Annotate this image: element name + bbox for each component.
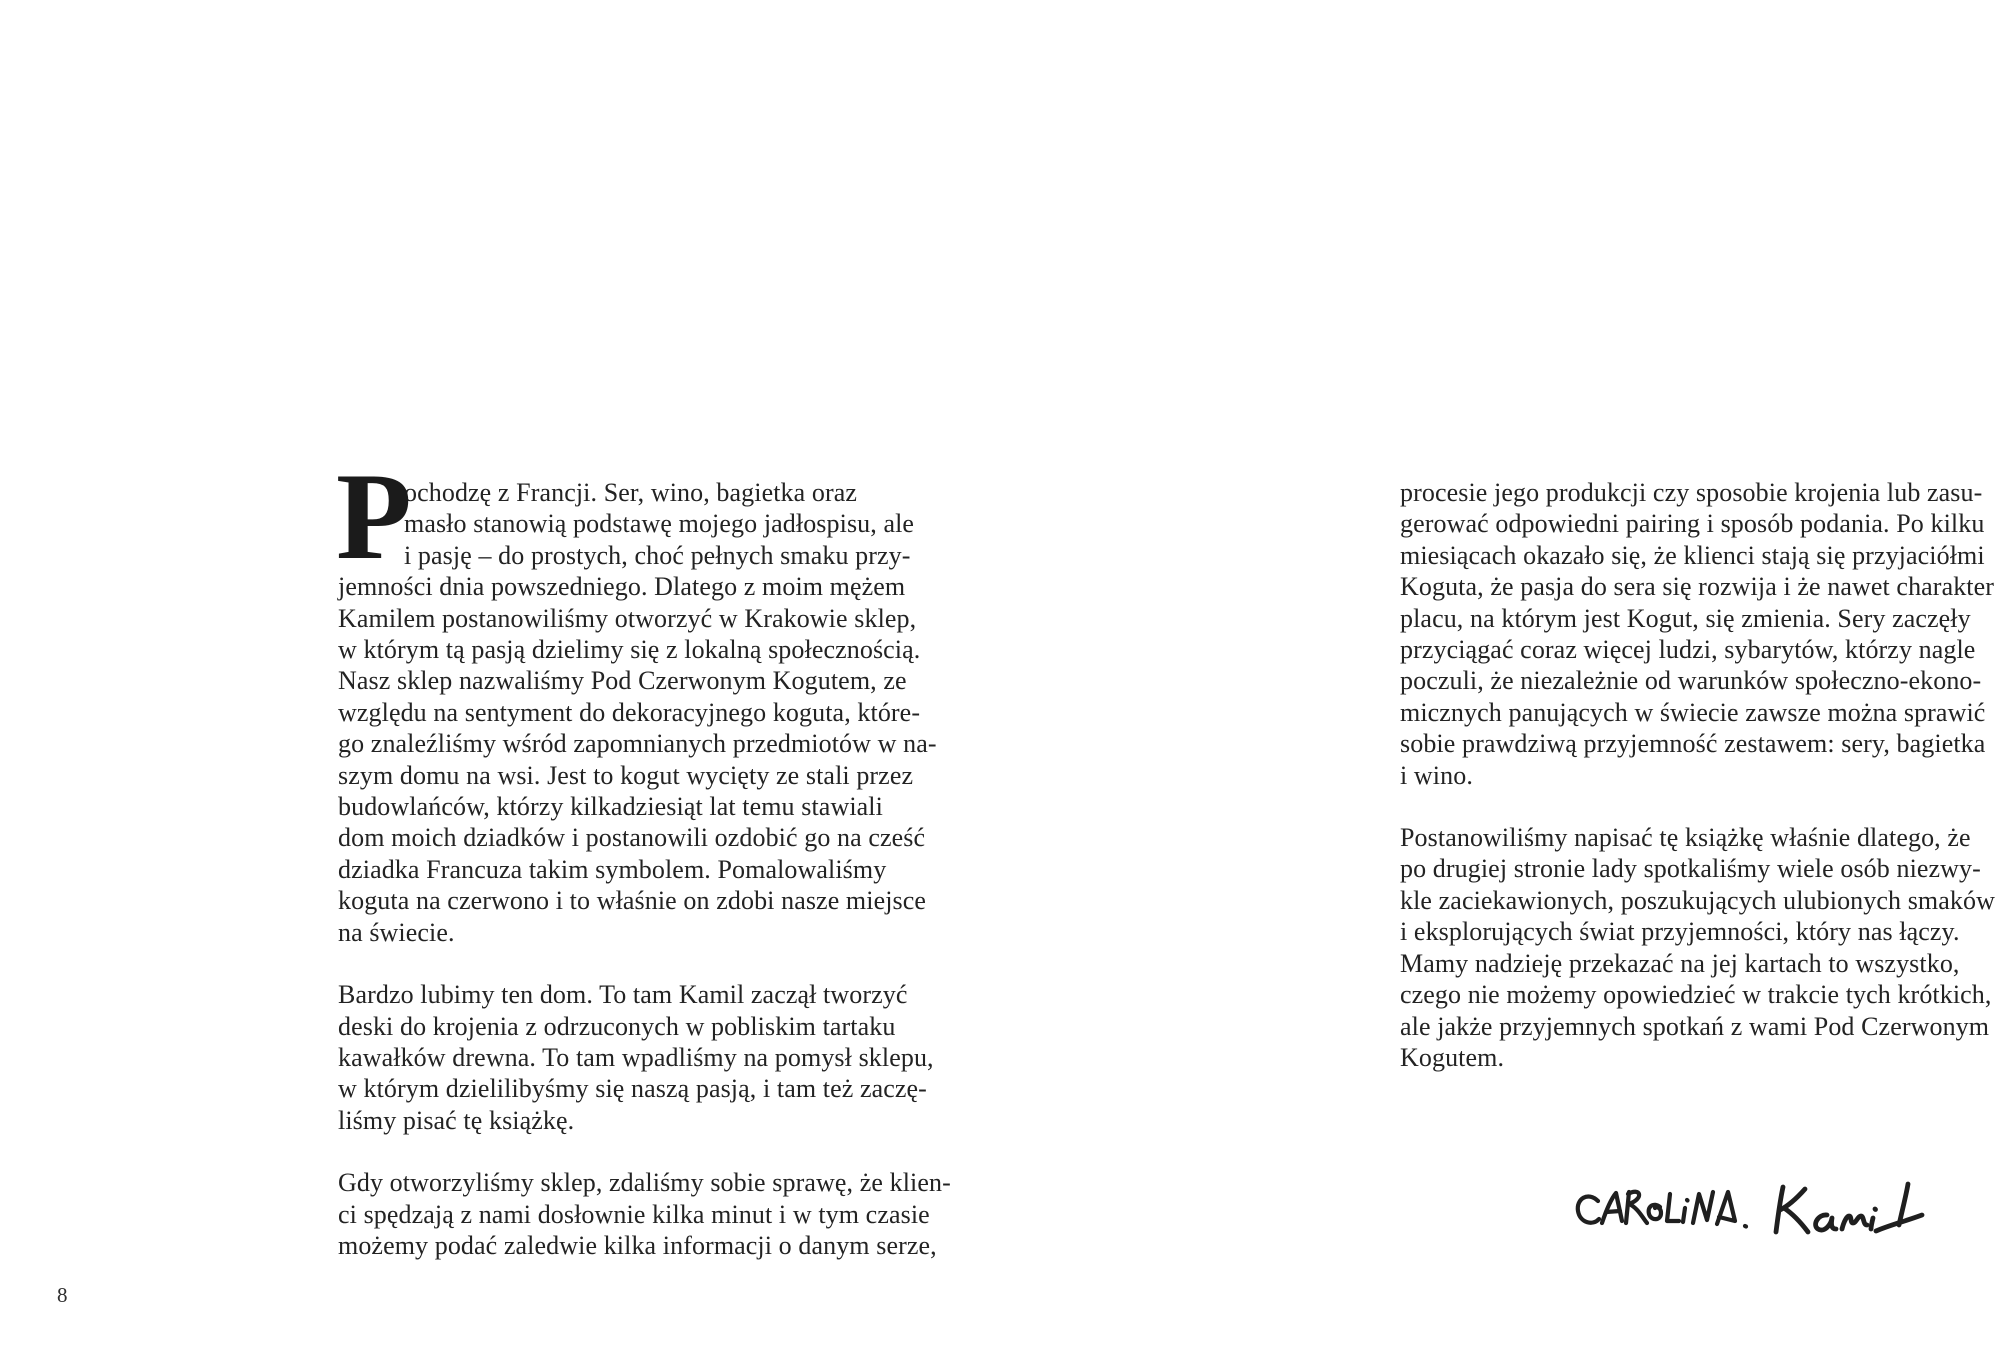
text-line: Postanowiliśmy napisać tę książkę właśnie dlatego, że — [1400, 823, 1971, 853]
text-line: ci spędzają z nami dosłownie kilka minut i w tym czasie — [338, 1199, 930, 1229]
paragraph-house — [338, 979, 934, 1136]
text-line: Bardzo lubimy ten dom. To tam Kamil zaczął tworzyć — [338, 980, 908, 1010]
text-line: Nasz sklep nazwaliśmy Pod Czerwonym Kogutem, ze — [338, 666, 907, 696]
signature-kamil-icon — [1776, 1184, 1922, 1232]
paragraph-shop-lines — [338, 1167, 951, 1261]
text-line: masło stanowią podstawę mojego jadłospisu, ale — [404, 509, 915, 539]
signature-carolina-icon — [1578, 1192, 1746, 1227]
paragraph-shop — [338, 1167, 951, 1261]
text-line: w którym tą pasją dzielimy się z lokalną społecznością. — [338, 635, 921, 665]
text-line: Kamilem postanowiliśmy otworzyć w Krakowie sklep, — [338, 603, 917, 633]
text-line: koguta na czerwono i to właśnie on zdobi nasze miejsce — [338, 886, 927, 916]
paragraph-intro-lines — [336, 448, 937, 948]
right-text-column — [1400, 477, 1995, 1073]
paragraph-book-purpose — [1400, 822, 1995, 1073]
text-line: liśmy pisać tę książkę. — [338, 1105, 575, 1135]
dropcap-letter: P — [336, 448, 412, 585]
text-line: szym domu na wsi. Jest to kogut wycięty ze stali przez — [338, 760, 914, 790]
text-line: w którym dzielilibyśmy się naszą pasją, i tam też zaczę- — [338, 1074, 927, 1104]
left-text-column — [336, 448, 951, 1261]
text-line: jemności dnia powszedniego. Dlatego z moim mężem — [338, 572, 906, 602]
text-line: kle zaciekawionych, poszukujących ulubionych smaków — [1400, 885, 1995, 915]
text-line: i wino. — [1400, 760, 1473, 790]
paragraph-book-purpose-lines — [1400, 822, 1995, 1073]
text-line: deski do krojenia z odrzuconych w pobliskim tartaku — [338, 1011, 896, 1041]
page-right — [998, 0, 1996, 1370]
text-line: dom moich dziadków i postanowili ozdobić go na cześć — [338, 823, 926, 853]
text-line: miesiącach okazało się, że klienci stają się przyjaciółmi — [1400, 540, 1985, 570]
text-line: i pasję – do prostych, choć pełnych smaku przy- — [404, 540, 911, 570]
text-line: i eksplorujących świat przyjemności, który nas łączy. — [1400, 917, 1960, 947]
text-line: placu, na którym jest Kogut, się zmienia. Sery zaczęły — [1400, 603, 1971, 633]
text-line: poczuli, że niezależnie od warunków społeczno-ekono- — [1400, 666, 1982, 696]
text-line: ochodzę z Francji. Ser, wino, bagietka oraz — [404, 478, 858, 507]
paragraph-house-lines — [338, 979, 934, 1136]
page-number: 8 — [57, 1283, 68, 1307]
text-line: gerować odpowiedni pairing i sposób podania. Po kilku — [1400, 509, 1985, 539]
text-line: względu na sentyment do dekoracyjnego koguta, które- — [338, 697, 921, 727]
signatures — [1568, 1178, 1928, 1268]
text-line: czego nie możemy opowiedzieć w trakcie tych krótkich, — [1400, 980, 1992, 1010]
text-line: Kogutem. — [1400, 1042, 1505, 1072]
text-line: budowlańców, którzy kilkadziesiąt lat temu stawiali — [338, 792, 883, 822]
text-line: kawałków drewna. To tam wpadliśmy na pomysł sklepu, — [338, 1042, 934, 1072]
signature-handwriting — [1568, 1178, 1928, 1268]
paragraph-continuation — [1400, 477, 1995, 791]
text-line: możemy podać zaledwie kilka informacji o danym serze, — [338, 1230, 937, 1260]
text-line: na świecie. — [338, 917, 455, 947]
text-line: po drugiej stronie lady spotkaliśmy wiele osób niezwy- — [1400, 854, 1981, 884]
text-line: micznych panujących w świecie zawsze można sprawić — [1400, 697, 1986, 727]
text-line: dziadka Francuza takim symbolem. Pomalowaliśmy — [338, 854, 887, 884]
paragraph-continuation-lines — [1400, 477, 1995, 791]
text-line: przyciągać coraz więcej ludzi, sybarytów, którzy nagle — [1400, 635, 1976, 665]
text-line: Mamy nadzieję przekazać na jej kartach to wszystko, — [1400, 948, 1960, 978]
paragraph-intro — [336, 448, 937, 948]
text-line: Koguta, że pasja do sera się rozwija i że nawet charakter — [1400, 572, 1995, 602]
text-line: ale jakże przyjemnych spotkań z wami Pod Czerwonym — [1400, 1011, 1990, 1041]
text-line: procesie jego produkcji czy sposobie krojenia lub zasu- — [1400, 478, 1983, 507]
text-line: sobie prawdziwą przyjemność zestawem: sery, bagietka — [1400, 729, 1986, 759]
text-line: Gdy otworzyliśmy sklep, zdaliśmy sobie sprawę, że klien- — [338, 1168, 951, 1198]
text-line: go znaleźliśmy wśród zapomnianych przedmiotów w na- — [338, 729, 937, 759]
